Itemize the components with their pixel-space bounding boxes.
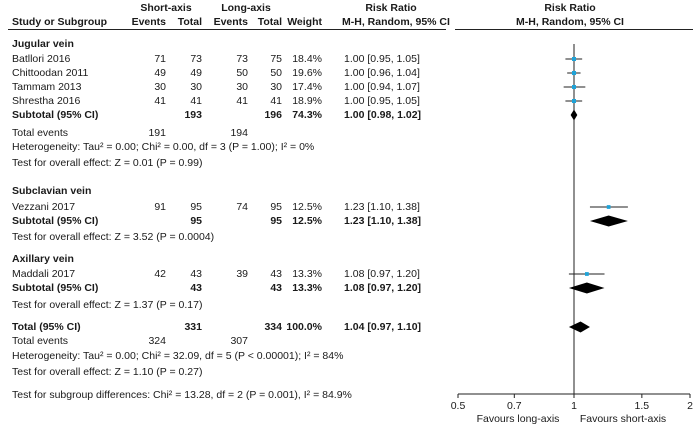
events-long: 74 xyxy=(236,201,248,213)
events-long: 30 xyxy=(236,81,248,93)
total-short: 41 xyxy=(190,95,202,107)
subtotal-ci: 1.23 [1.10, 1.38] xyxy=(344,215,422,227)
events-long: 39 xyxy=(236,268,248,280)
total-events-long: 194 xyxy=(230,127,248,139)
total-long: 41 xyxy=(270,95,282,107)
subtotal-weight: 74.3% xyxy=(292,109,322,121)
events-long: 73 xyxy=(236,53,248,65)
weight: 13.3% xyxy=(292,268,322,280)
weight: 18.4% xyxy=(292,53,322,65)
risk-ratio-ci: 1.23 [1.10, 1.38] xyxy=(344,201,420,213)
overall-effect-text: Test for overall effect: Z = 1.37 (P = 0.17) xyxy=(12,299,203,311)
x-tick-label: 0.7 xyxy=(506,400,522,412)
study-name: Maddali 2017 xyxy=(12,268,76,280)
header-total-short: Total xyxy=(177,16,202,28)
point-estimate xyxy=(585,272,589,276)
header-risk-ratio-left: Risk Ratio xyxy=(365,2,417,14)
study-name: Vezzani 2017 xyxy=(12,201,76,213)
total-weight: 100.0% xyxy=(286,321,322,333)
study-name: Chittoodan 2011 xyxy=(12,67,89,79)
events-long: 41 xyxy=(236,95,248,107)
total-events-long: 307 xyxy=(230,335,248,347)
point-estimate xyxy=(572,57,576,61)
group-title-axillary: Axillary vein xyxy=(12,253,74,265)
subgroup-differences-text: Test for subgroup differences: Chi² = 13.28, df = 2 (P = 0.001), I² = 84.9% xyxy=(12,389,352,401)
total-total-short: 331 xyxy=(184,321,202,333)
header-events-long: Events xyxy=(213,16,248,28)
x-tick-label: 1.5 xyxy=(634,400,650,412)
weight: 19.6% xyxy=(292,67,322,79)
summary-diamond xyxy=(590,216,628,227)
header-long-axis: Long-axis xyxy=(221,2,271,14)
total-events-short: 324 xyxy=(148,335,166,347)
total-short: 49 xyxy=(190,67,202,79)
subtotal-label: Subtotal (95% CI) xyxy=(12,282,99,294)
header-method-left: M-H, Random, 95% CI xyxy=(342,16,450,28)
total-total-long: 334 xyxy=(264,321,282,333)
events-short: 42 xyxy=(154,268,166,280)
study-name: Shrestha 2016 xyxy=(12,95,81,107)
header-study: Study or Subgroup xyxy=(12,16,108,28)
events-short: 41 xyxy=(154,95,166,107)
events-short: 30 xyxy=(154,81,166,93)
total-heterogeneity-text: Heterogeneity: Tau² = 0.00; Chi² = 32.09, df = 5 (P < 0.00001); I² = 84% xyxy=(12,350,344,362)
subtotal-ci: 1.00 [0.98, 1.02] xyxy=(344,109,422,121)
subtotal-total-short: 95 xyxy=(190,215,202,227)
study-name: Tammam 2013 xyxy=(12,81,82,93)
total-events-label: Total events xyxy=(12,127,69,139)
weight: 17.4% xyxy=(292,81,322,93)
overall-effect-text: Test for overall effect: Z = 0.01 (P = 0.99) xyxy=(12,157,203,169)
point-estimate xyxy=(572,71,576,75)
group-title-subclavian: Subclavian vein xyxy=(12,185,92,197)
header-total-long: Total xyxy=(257,16,282,28)
header-method-right: M-H, Random, 95% CI xyxy=(516,16,624,28)
risk-ratio-ci: 1.00 [0.95, 1.05] xyxy=(344,53,420,65)
risk-ratio-ci: 1.08 [0.97, 1.20] xyxy=(344,268,420,280)
subtotal-weight: 12.5% xyxy=(292,215,322,227)
subtotal-total-long: 196 xyxy=(264,109,282,121)
risk-ratio-ci: 1.00 [0.94, 1.07] xyxy=(344,81,420,93)
summary-diamond xyxy=(571,110,578,121)
total-ci: 1.04 [0.97, 1.10] xyxy=(344,321,422,333)
total-short: 30 xyxy=(190,81,202,93)
header-risk-ratio-right: Risk Ratio xyxy=(544,2,596,14)
x-tick-label: 0.5 xyxy=(450,400,466,412)
point-estimate xyxy=(572,99,576,103)
subtotal-weight: 13.3% xyxy=(292,282,322,294)
header-events-short: Events xyxy=(131,16,166,28)
total-overall-effect-text: Test for overall effect: Z = 1.10 (P = 0.27) xyxy=(12,366,203,378)
subtotal-total-long: 95 xyxy=(270,215,282,227)
summary-diamond xyxy=(569,322,590,333)
header-weight: Weight xyxy=(287,16,322,28)
total-short: 73 xyxy=(190,53,202,65)
header-short-axis: Short-axis xyxy=(140,2,192,14)
events-long: 50 xyxy=(236,67,248,79)
events-short: 71 xyxy=(154,53,166,65)
favours-long-axis-label: Favours long-axis xyxy=(476,413,560,425)
x-tick-label: 2 xyxy=(687,400,693,412)
point-estimate xyxy=(607,205,611,209)
total-events-short: 191 xyxy=(148,127,166,139)
total-label: Total (95% CI) xyxy=(12,321,81,333)
total-short: 43 xyxy=(190,268,202,280)
total-events-label: Total events xyxy=(12,335,69,347)
overall-effect-text: Test for overall effect: Z = 3.52 (P = 0.0004) xyxy=(12,231,215,243)
subtotal-total-short: 43 xyxy=(190,282,202,294)
subtotal-total-long: 43 xyxy=(270,282,282,294)
weight: 12.5% xyxy=(292,201,322,213)
subtotal-label: Subtotal (95% CI) xyxy=(12,109,99,121)
favours-short-axis-label: Favours short-axis xyxy=(579,413,667,425)
risk-ratio-ci: 1.00 [0.96, 1.04] xyxy=(344,67,420,79)
study-name: Batllori 2016 xyxy=(12,53,71,65)
total-long: 50 xyxy=(270,67,282,79)
point-estimate xyxy=(572,85,576,89)
subtotal-label: Subtotal (95% CI) xyxy=(12,215,99,227)
total-long: 75 xyxy=(270,53,282,65)
subtotal-ci: 1.08 [0.97, 1.20] xyxy=(344,282,422,294)
weight: 18.9% xyxy=(292,95,322,107)
x-tick-label: 1 xyxy=(571,400,577,412)
group-title-jugular: Jugular vein xyxy=(12,38,74,50)
total-long: 43 xyxy=(270,268,282,280)
total-long: 95 xyxy=(270,201,282,213)
total-long: 30 xyxy=(270,81,282,93)
heterogeneity-text: Heterogeneity: Tau² = 0.00; Chi² = 0.00, df = 3 (P = 1.00); I² = 0% xyxy=(12,141,315,153)
subtotal-total-short: 193 xyxy=(184,109,202,121)
events-short: 49 xyxy=(154,67,166,79)
events-short: 91 xyxy=(154,201,166,213)
risk-ratio-ci: 1.00 [0.95, 1.05] xyxy=(344,95,420,107)
total-short: 95 xyxy=(190,201,202,213)
